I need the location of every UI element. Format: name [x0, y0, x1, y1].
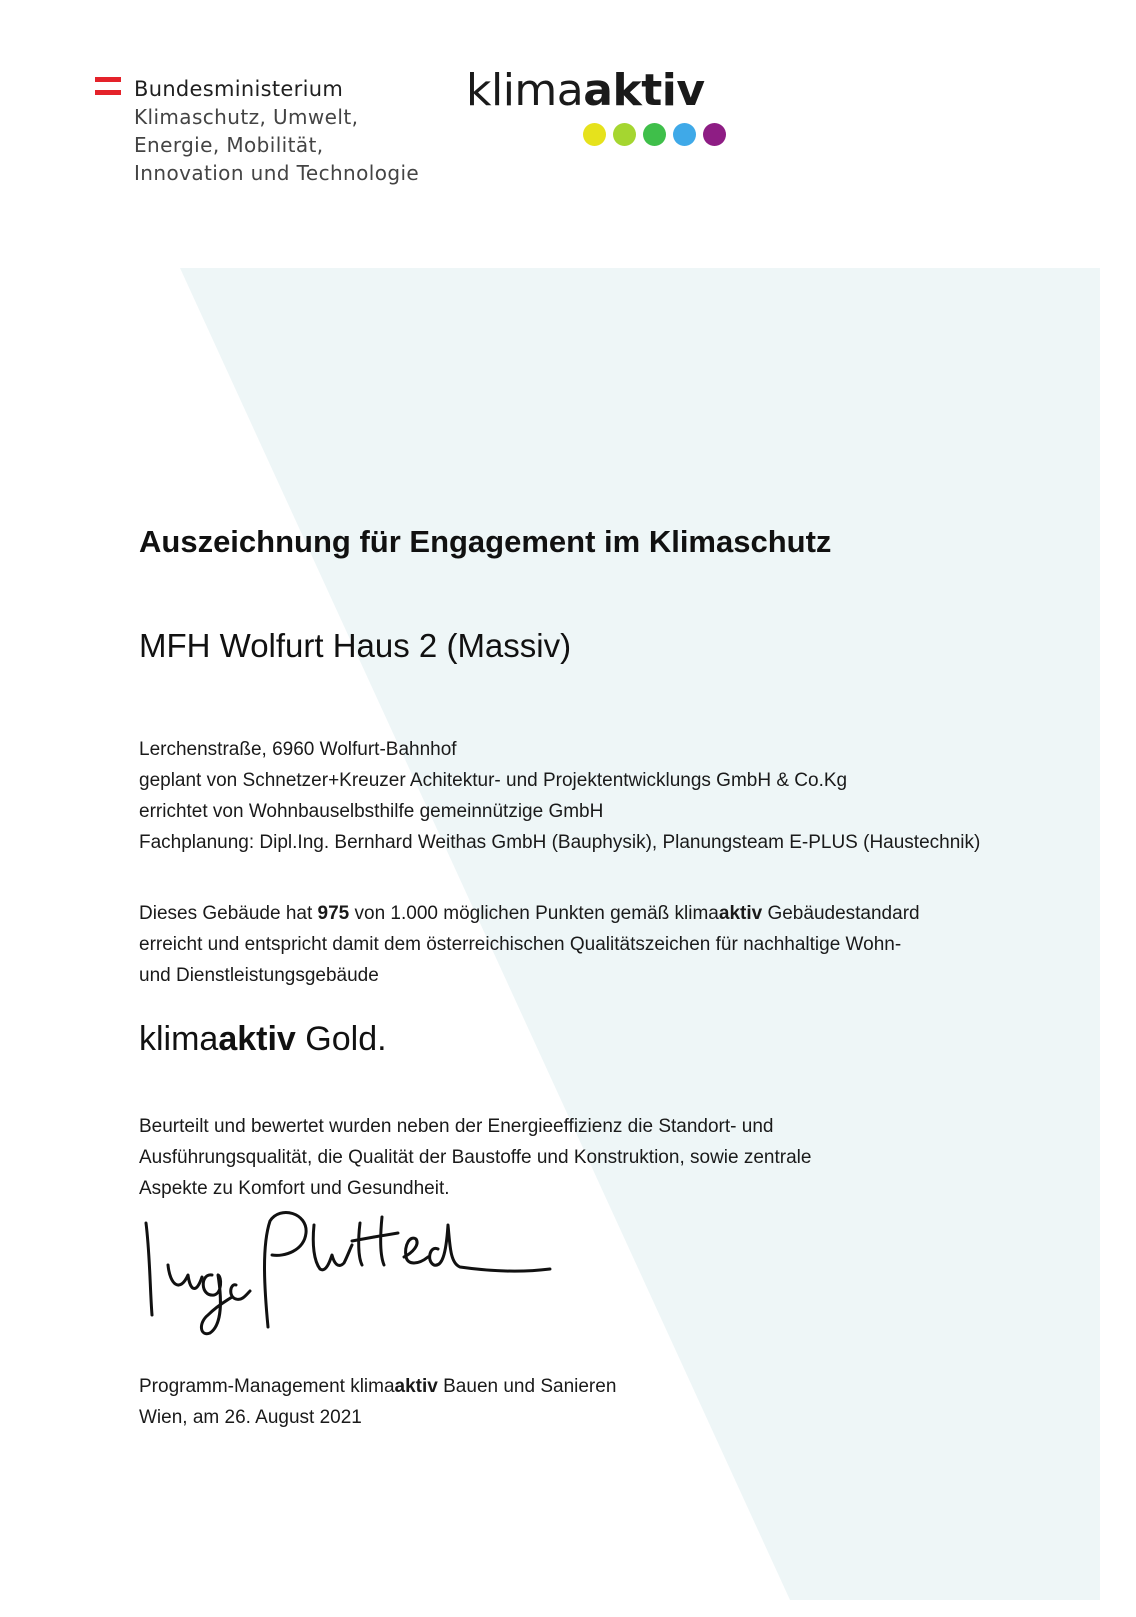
signature — [138, 1205, 568, 1355]
project-name: MFH Wolfurt Haus 2 (Massiv) — [139, 627, 572, 664]
logo-dot-blue — [673, 123, 696, 146]
brand-bold: aktiv — [394, 1376, 438, 1397]
logo-dot-purple — [703, 123, 726, 146]
award-line-2: erreicht und entspricht damit dem österreichischen Qualitätszeichen für nachhaltige Wohn- — [139, 934, 902, 955]
level-text: Gold. — [295, 1020, 387, 1058]
address: Lerchenstraße, 6960 Wolfurt-Bahnhof — [139, 739, 457, 760]
place-date: Wien, am 26. August 2021 — [139, 1407, 362, 1428]
criteria-line: Beurteilt und bewertet wurden neben der Energieeffizienz die Standort- und — [139, 1116, 774, 1137]
builder: errichtet von Wohnbauselbsthilfe gemeinnützige GmbH — [139, 801, 604, 822]
ministry-logo — [134, 75, 419, 187]
logo-dot-yellow — [583, 123, 606, 146]
austria-flag-icon — [95, 77, 121, 95]
program-line — [139, 1371, 616, 1402]
points-value: 975 — [317, 903, 350, 924]
brand-regular: klima — [674, 903, 719, 924]
brand-bold: aktiv — [718, 903, 763, 924]
footer-text: Programm-Management — [139, 1376, 351, 1397]
award-line-1 — [139, 898, 1019, 929]
klimaaktiv-logo — [466, 67, 705, 115]
brand-regular: klima — [350, 1376, 395, 1397]
brand-bold: aktiv — [218, 1020, 296, 1058]
specialist-planning: Fachplanung: Dipl.Ing. Bernhard Weithas GmbH (Bauphysik), Planungsteam E-PLUS (Haustechnik) — [139, 832, 981, 853]
logo-dot-lime — [613, 123, 636, 146]
award-paragraph — [139, 898, 1019, 991]
logo-bold: aktiv — [583, 65, 705, 116]
ministry-name: Bundesministerium — [134, 77, 344, 101]
planner: geplant von Schnetzer+Kreuzer Achitektur- und Projektentwicklungs GmbH & Co.Kg — [139, 770, 848, 791]
ministry-line: Klimaschutz, Umwelt, — [134, 105, 359, 129]
footer-text: Bauen und Sanieren — [437, 1376, 617, 1397]
criteria-line: Aspekte zu Komfort und Gesundheit. — [139, 1178, 450, 1199]
brand-regular: klima — [139, 1020, 219, 1058]
criteria-line: Ausführungsqualität, die Qualität der Baustoffe und Konstruktion, sowie zentrale — [139, 1147, 812, 1168]
ministry-line: Innovation und Technologie — [134, 161, 420, 185]
logo-regular: klima — [466, 65, 584, 116]
project-info — [139, 734, 980, 858]
award-line-3: und Dienstleistungsgebäude — [139, 965, 379, 986]
award-text: Gebäudestandard — [762, 903, 920, 924]
award-text: Dieses Gebäude hat — [139, 903, 318, 924]
criteria-paragraph — [139, 1111, 1019, 1204]
ministry-line: Energie, Mobilität, — [134, 133, 324, 157]
award-level — [139, 1020, 387, 1059]
award-text: von 1.000 möglichen Punkten gemäß — [349, 903, 675, 924]
logo-dot-green — [643, 123, 666, 146]
certificate-title: Auszeichnung für Engagement im Klimaschutz — [139, 524, 832, 559]
footer — [139, 1371, 616, 1433]
